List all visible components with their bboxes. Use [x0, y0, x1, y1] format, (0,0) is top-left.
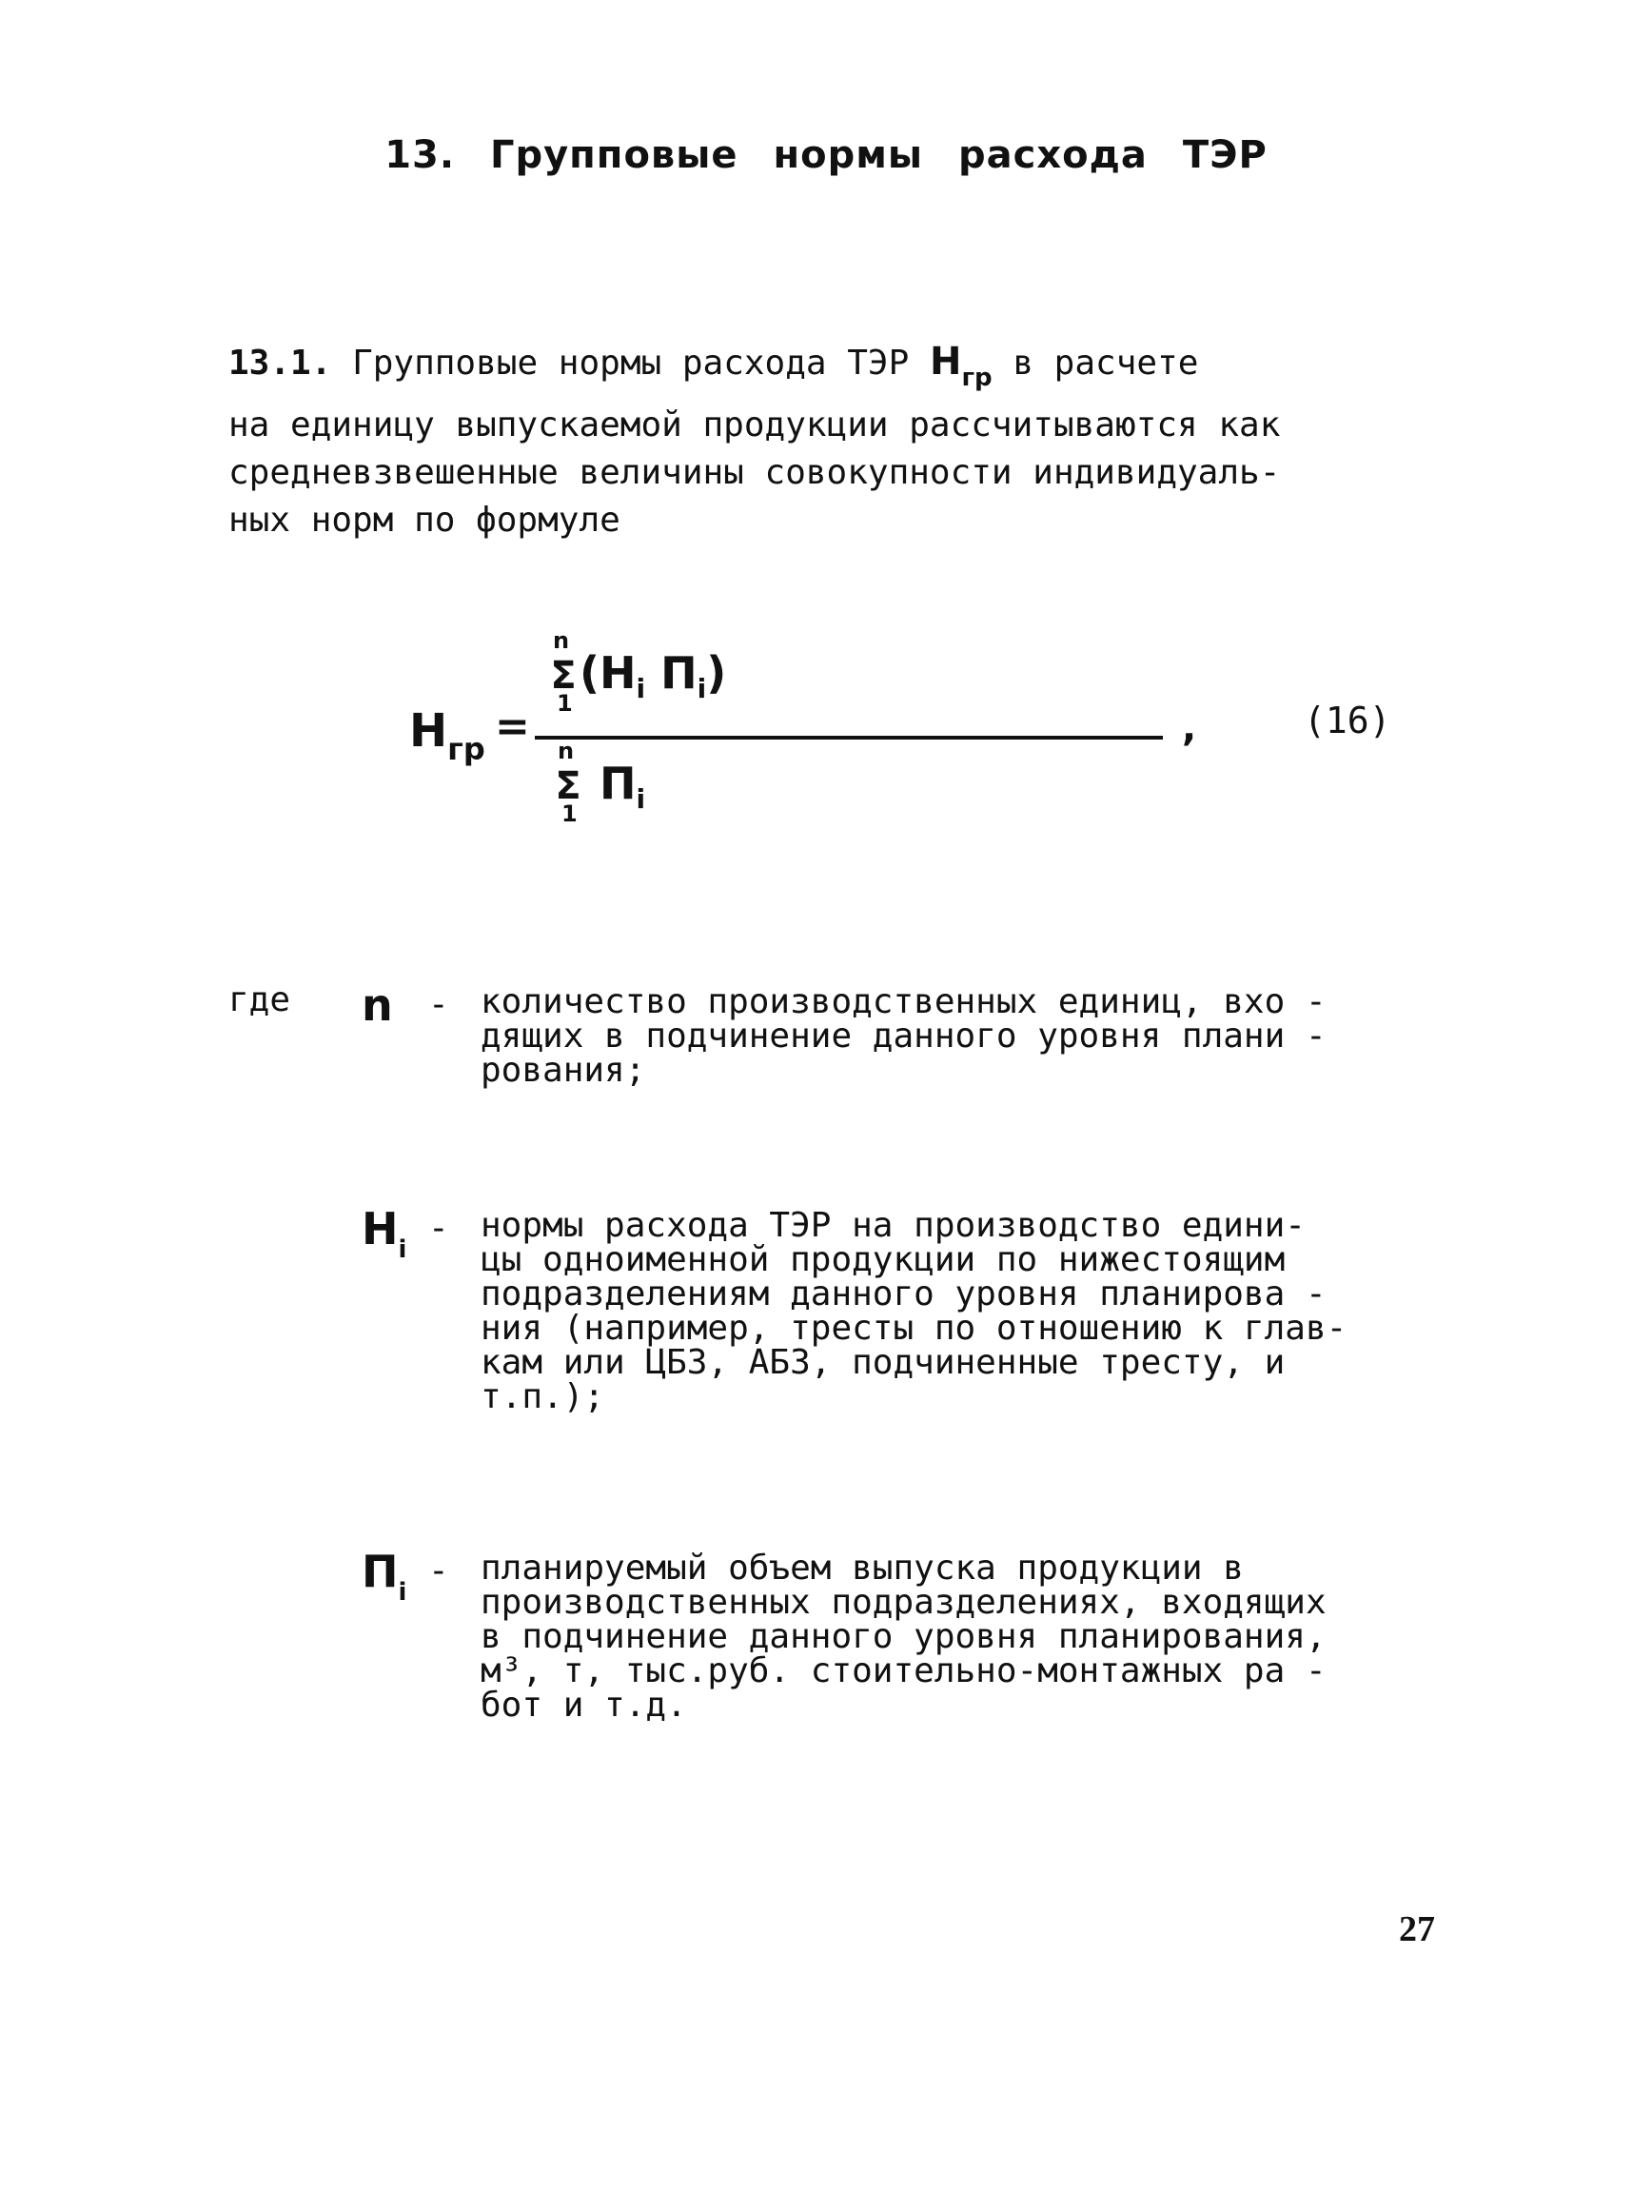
definition-line: рования; [481, 1051, 646, 1090]
definition-text [481, 982, 1442, 1090]
definition-symbol: n [362, 979, 393, 1031]
formula-16 [409, 627, 1197, 838]
norm-symbol: $Н_{гр}$ [929, 340, 993, 392]
definition-dash: - [428, 1209, 449, 1248]
definition-text [481, 1206, 1442, 1416]
formula-numerator: n Σ 1 ($Н_i$ $П_i$) [547, 647, 726, 704]
equals-sign: = [495, 702, 530, 751]
definition-line: производственных подразделениях, входящих [481, 1583, 1327, 1622]
definition-line: ния (например, тресты по отношению к глав- [481, 1309, 1347, 1348]
definition-line: планируемый объем выпуска продукции в [481, 1549, 1244, 1588]
intro-line-4: ных норм по формуле [228, 501, 620, 540]
formula-lhs: $Н_{гр}$ [409, 704, 485, 767]
fraction-bar [535, 736, 1163, 740]
intro-paragraph [228, 338, 1446, 544]
definition-line: т.п.); [481, 1377, 605, 1416]
intro-line-1 [228, 338, 1446, 402]
definition-symbol: $Н_i$ [362, 1203, 407, 1264]
definition-symbol: $П_i$ [362, 1546, 407, 1607]
intro-line-3: средневзвешенные величины совокупности индивидуаль- [228, 453, 1281, 492]
intro-line-1-text: Групповые нормы расхода ТЭР [352, 344, 910, 383]
definition-dash: - [428, 985, 449, 1024]
definition-line: в подчинение данного уровня планирования, [481, 1617, 1327, 1656]
formula-comma: , [1182, 706, 1197, 750]
intro-line-1-tail: в расчете [1013, 344, 1199, 383]
definition-line: нормы расхода ТЭР на производство едини- [481, 1206, 1306, 1245]
definition-line: подразделениям данного уровня планирова - [481, 1274, 1327, 1313]
definition-text [481, 1551, 1442, 1723]
definition-line: м³, т, тыс.руб. стоительно-монтажных ра - [481, 1651, 1327, 1690]
where-label: где [228, 980, 291, 1019]
definition-line: дящих в подчинение данного уровня плани - [481, 1017, 1327, 1056]
intro-line-2: на единицу выпускаемой продукции рассчитываются как [228, 405, 1281, 444]
definition-line: бот и т.д. [481, 1686, 687, 1725]
definition-line: цы одноименной продукции по нижестоящим [481, 1240, 1286, 1279]
sigma-symbol: n Σ 1 [550, 627, 577, 717]
sigma-symbol: n Σ 1 [555, 738, 581, 827]
paragraph-number: 13.1. [228, 344, 332, 383]
equation-number: (16) [1304, 700, 1391, 741]
definition-line: количество производственных единиц, вхо - [481, 982, 1327, 1021]
section-title: 13. Групповые нормы расхода ТЭР [384, 133, 1268, 177]
definition-line: кам или ЦБЗ, АБЗ, подчиненные тресту, и [481, 1343, 1286, 1382]
formula-denominator: n Σ 1 $П_i$ [552, 758, 645, 815]
definition-dash: - [428, 1551, 449, 1590]
page-number: 27 [1399, 1909, 1435, 1949]
